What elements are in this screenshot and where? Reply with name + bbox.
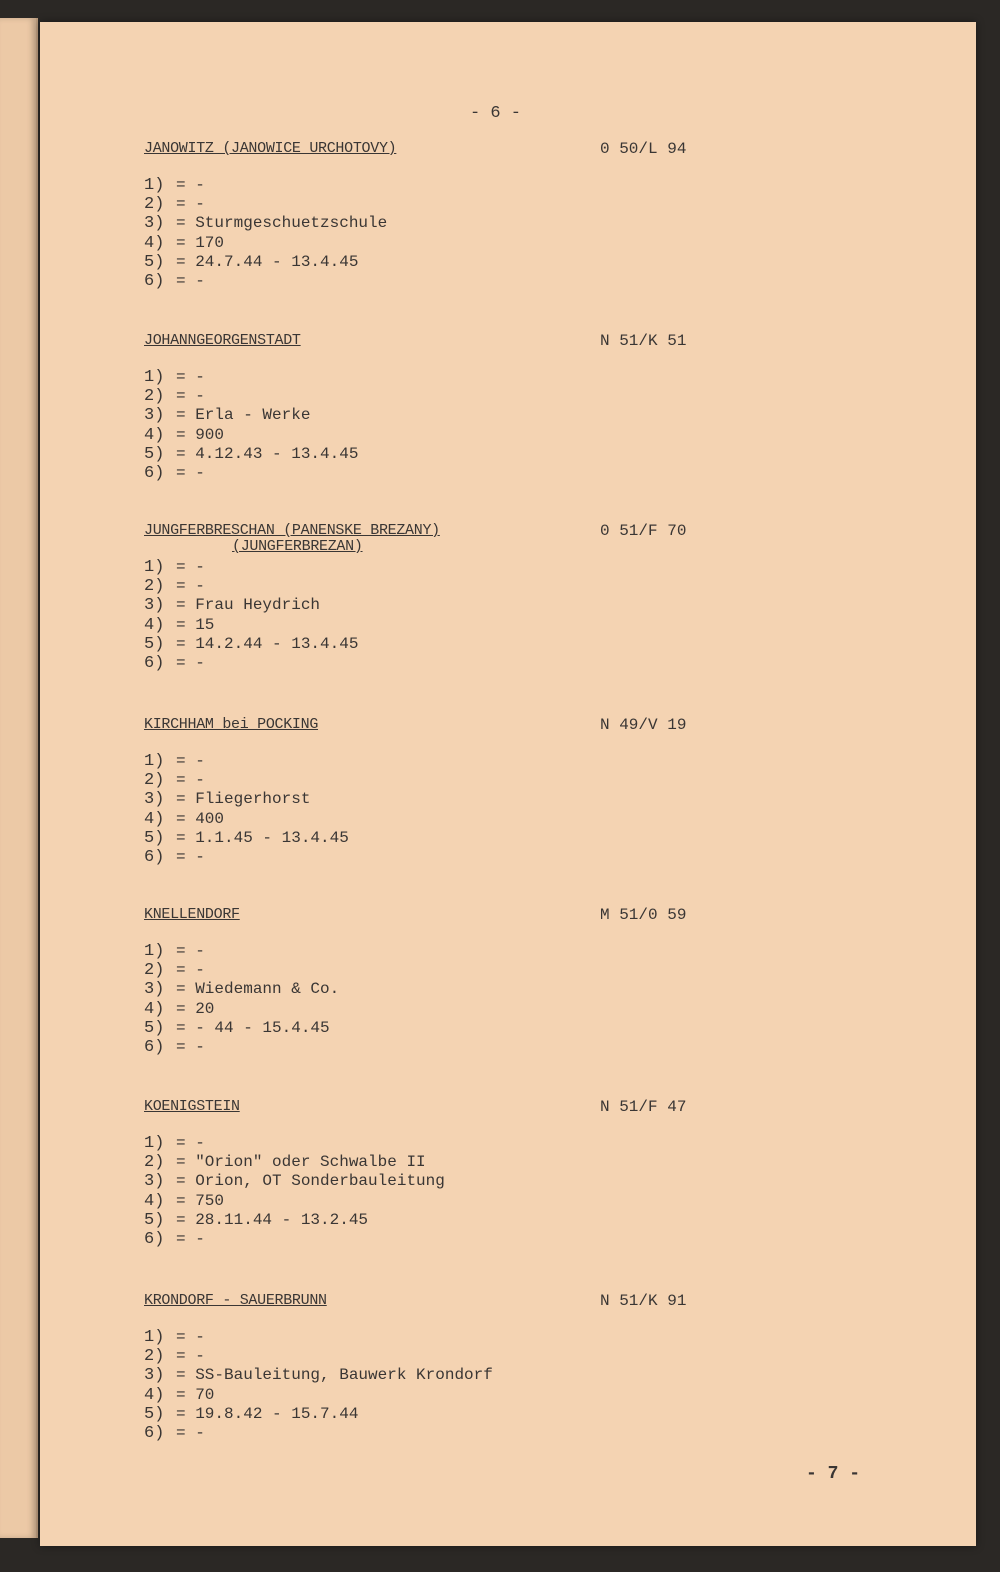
map-grid-code: N 51/F 47 [600, 1098, 687, 1116]
field-value: = - [176, 654, 205, 673]
field-value: = 14.2.44 - 13.4.45 [176, 634, 359, 653]
field-number: 4) [144, 233, 165, 253]
field-number: 6) [144, 272, 165, 292]
field-number: 6) [144, 1038, 165, 1058]
field-value: = 1.1.45 - 13.4.45 [176, 828, 349, 847]
field-number: 4) [144, 1385, 165, 1405]
field-list [144, 1134, 704, 1249]
field-list [144, 942, 704, 1057]
field-number: 3) [144, 596, 165, 616]
field-number: 2) [144, 961, 165, 981]
entry-title: JOHANNGEORGENSTADT [144, 332, 301, 349]
entry-header [144, 332, 704, 360]
field-row [144, 272, 704, 291]
field-number: 5) [144, 634, 165, 654]
field-row [144, 1153, 704, 1172]
map-grid-code: 0 50/L 94 [600, 140, 687, 158]
field-number: 4) [144, 809, 165, 829]
field-number: 5) [144, 1404, 165, 1424]
field-value: = SS-Bauleitung, Bauwerk Krondorf [176, 1366, 493, 1385]
field-row [144, 1405, 704, 1424]
field-value: = 750 [176, 1191, 225, 1210]
field-list [144, 558, 704, 673]
field-row [144, 1038, 704, 1057]
field-number: 2) [144, 1347, 165, 1367]
field-value: = - [176, 1038, 205, 1057]
map-grid-code: 0 51/F 70 [600, 522, 687, 540]
field-number: 4) [144, 615, 165, 635]
entry-title: JANOWITZ (JANOWICE URCHOTOVY) [144, 140, 397, 157]
field-value: = - [176, 1347, 205, 1366]
field-value: = 24.7.44 - 13.4.45 [176, 252, 359, 271]
field-value: = 400 [176, 809, 225, 828]
field-row [144, 1172, 704, 1191]
entry [144, 140, 704, 291]
field-row [144, 596, 704, 615]
map-grid-code: M 51/0 59 [600, 906, 687, 924]
entry-header [144, 522, 704, 555]
field-number: 2) [144, 577, 165, 597]
field-row [144, 1134, 704, 1153]
field-row [144, 752, 704, 771]
field-value: = - [176, 1230, 205, 1249]
field-value: = 28.11.44 - 13.2.45 [176, 1210, 369, 1229]
entry-title: JUNGFERBRESCHAN (PANENSKE BREZANY) [144, 522, 440, 539]
field-list [144, 752, 704, 867]
field-row [144, 980, 704, 999]
field-value: = - [176, 1134, 205, 1152]
field-list [144, 1328, 704, 1443]
field-row [144, 848, 704, 867]
entry-header [144, 140, 704, 168]
entry [144, 1098, 704, 1249]
field-number: 1) [144, 942, 165, 961]
field-value: = - [176, 752, 205, 770]
field-row [144, 961, 704, 980]
field-number: 1) [144, 752, 165, 771]
field-row [144, 1347, 704, 1366]
field-value: = - [176, 942, 205, 960]
field-value: = - [176, 368, 205, 386]
field-value: = - [176, 1424, 205, 1443]
field-value: = 15 [176, 615, 215, 634]
field-row [144, 1386, 704, 1405]
field-number: 2) [144, 1153, 165, 1173]
field-number: 4) [144, 999, 165, 1019]
field-value: = - [176, 771, 205, 790]
field-value: = 4.12.43 - 13.4.45 [176, 444, 359, 463]
document-page [40, 22, 976, 1546]
field-number: 3) [144, 406, 165, 426]
field-value: = - [176, 272, 205, 291]
field-value: = 19.8.42 - 15.7.44 [176, 1404, 359, 1423]
map-grid-code: N 51/K 91 [600, 1292, 687, 1310]
entry-header [144, 1098, 704, 1126]
field-row [144, 1424, 704, 1443]
field-row [144, 942, 704, 961]
field-value: = Fliegerhorst [176, 790, 311, 809]
entry [144, 716, 704, 867]
entry-header [144, 716, 704, 744]
field-number: 5) [144, 444, 165, 464]
field-row [144, 214, 704, 233]
field-row [144, 790, 704, 809]
field-value: = Sturmgeschuetzschule [176, 214, 388, 233]
field-row [144, 368, 704, 387]
previous-page-edge [0, 18, 38, 1538]
field-value: = - [176, 387, 205, 406]
field-row [144, 234, 704, 253]
field-value: = - [176, 577, 205, 596]
field-value: = - [176, 176, 205, 194]
field-row [144, 616, 704, 635]
entry-title: KIRCHHAM bei POCKING [144, 716, 319, 733]
field-number: 1) [144, 558, 165, 577]
field-row [144, 406, 704, 425]
field-number: 1) [144, 1134, 165, 1153]
field-row [144, 654, 704, 673]
field-number: 6) [144, 654, 165, 674]
entry [144, 522, 704, 673]
field-row [144, 1328, 704, 1347]
field-value: = 70 [176, 1385, 215, 1404]
field-row [144, 810, 704, 829]
field-value: = 170 [176, 233, 225, 252]
field-value: = 900 [176, 425, 225, 444]
field-number: 5) [144, 828, 165, 848]
field-number: 1) [144, 1328, 165, 1347]
map-grid-code: N 49/V 19 [600, 716, 687, 734]
field-number: 3) [144, 214, 165, 234]
field-row [144, 1019, 704, 1038]
field-list [144, 368, 704, 483]
field-row [144, 1192, 704, 1211]
field-number: 2) [144, 387, 165, 407]
field-list [144, 176, 704, 291]
entry-header [144, 906, 704, 934]
entry [144, 1292, 704, 1443]
field-value: = 20 [176, 999, 215, 1018]
entry-subtitle: (JUNGFERBREZAN) [232, 538, 363, 555]
field-value: = - [176, 464, 205, 483]
field-number: 6) [144, 1230, 165, 1250]
field-number: 5) [144, 1210, 165, 1230]
field-row [144, 426, 704, 445]
field-number: 4) [144, 425, 165, 445]
field-row [144, 771, 704, 790]
field-row [144, 635, 704, 654]
entry-title: KNELLENDORF [144, 906, 240, 923]
field-row [144, 464, 704, 483]
field-value: = Orion, OT Sonderbauleitung [176, 1172, 445, 1191]
field-number: 1) [144, 368, 165, 387]
field-number: 4) [144, 1191, 165, 1211]
entry-title: KOENIGSTEIN [144, 1098, 240, 1115]
field-number: 6) [144, 848, 165, 868]
page-number-bottom: - 7 - [806, 1464, 861, 1484]
field-row [144, 829, 704, 848]
page-number-top: - 6 - [470, 104, 522, 123]
field-row [144, 1000, 704, 1019]
field-number: 3) [144, 1172, 165, 1192]
field-row [144, 577, 704, 596]
field-number: 5) [144, 252, 165, 272]
field-value: = - [176, 558, 205, 576]
field-row [144, 445, 704, 464]
field-number: 2) [144, 771, 165, 791]
entry-title: KRONDORF - SAUERBRUNN [144, 1292, 327, 1309]
map-grid-code: N 51/K 51 [600, 332, 687, 350]
field-row [144, 176, 704, 195]
field-row [144, 1230, 704, 1249]
field-number: 1) [144, 176, 165, 195]
field-number: 6) [144, 464, 165, 484]
field-number: 3) [144, 1366, 165, 1386]
field-value: = - [176, 195, 205, 214]
field-number: 2) [144, 195, 165, 215]
field-row [144, 195, 704, 214]
entry-header [144, 1292, 704, 1320]
field-value: = - [176, 961, 205, 980]
field-value: = "Orion" oder Schwalbe II [176, 1153, 426, 1172]
field-row [144, 558, 704, 577]
field-number: 5) [144, 1018, 165, 1038]
field-value: = - [176, 848, 205, 867]
field-value: = - 44 - 15.4.45 [176, 1018, 330, 1037]
field-number: 3) [144, 790, 165, 810]
field-row [144, 253, 704, 272]
field-value: = Wiedemann & Co. [176, 980, 340, 999]
field-number: 3) [144, 980, 165, 1000]
field-value: = Frau Heydrich [176, 596, 321, 615]
field-row [144, 1366, 704, 1385]
field-value: = - [176, 1328, 205, 1346]
field-row [144, 1211, 704, 1230]
field-value: = Erla - Werke [176, 406, 311, 425]
field-row [144, 387, 704, 406]
field-number: 6) [144, 1424, 165, 1444]
entry [144, 906, 704, 1057]
entry [144, 332, 704, 483]
